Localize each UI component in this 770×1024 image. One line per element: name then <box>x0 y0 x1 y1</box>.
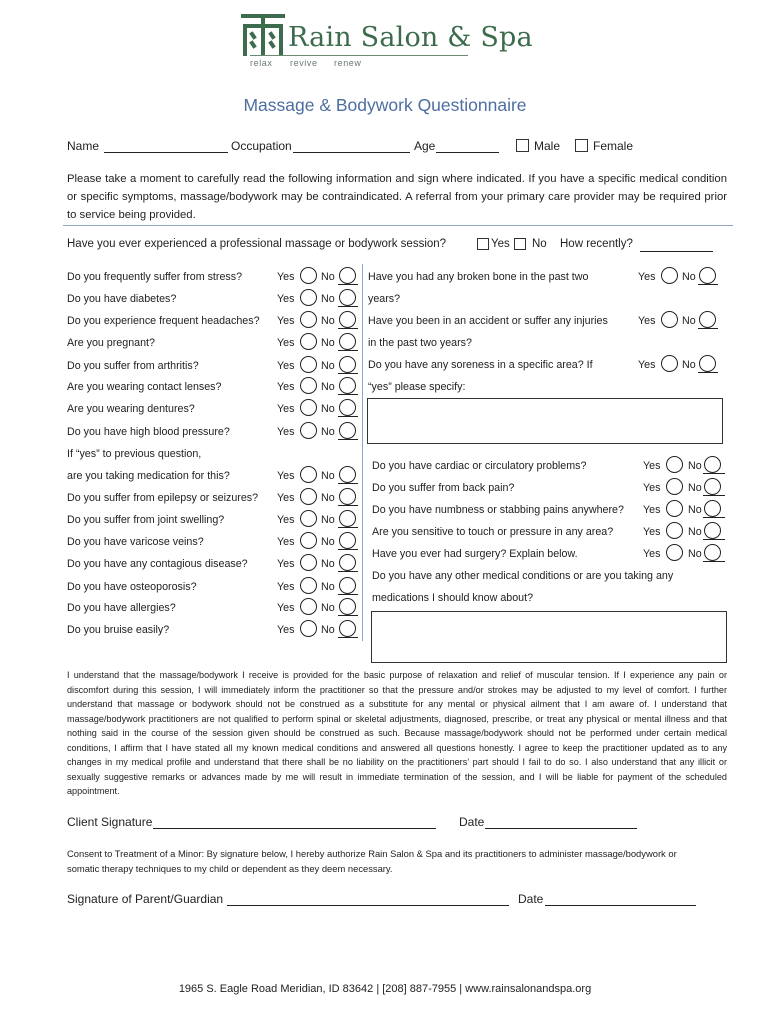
left-question-15-answer-line <box>338 615 358 616</box>
male-checkbox[interactable] <box>516 139 529 152</box>
left-question-13-answer-line <box>338 571 358 572</box>
logo-tag-revive: revive <box>290 58 318 68</box>
logo-name: Rain Salon & Spa <box>288 22 533 53</box>
left-question-7-no-label: No <box>321 426 335 438</box>
left-question-5-answer-line <box>338 394 358 395</box>
left-question-4-no-label: No <box>321 360 335 372</box>
left-question-16-answer-line <box>338 637 358 638</box>
left-question-11-yes-label: Yes <box>277 514 295 526</box>
right-bottom-question-3-no-circle[interactable] <box>704 522 721 539</box>
left-question-6-yes-circle[interactable] <box>300 399 317 416</box>
guardian-signature-label: Signature of Parent/Guardian <box>67 892 224 906</box>
right-bottom-question-4-yes-label: Yes <box>643 548 661 560</box>
age-label: Age <box>414 139 436 153</box>
left-question-14-yes-circle[interactable] <box>300 577 317 594</box>
right-bottom-question-1-yes-label: Yes <box>643 482 661 494</box>
right-bottom-question-4-answer-line <box>703 561 725 562</box>
left-question-13-no-circle[interactable] <box>339 554 356 571</box>
left-question-text: Do you frequently suffer from stress? <box>67 271 243 283</box>
right-bottom-question-4-no-circle[interactable] <box>704 544 721 561</box>
left-question-text: Do you have varicose veins? <box>67 536 204 548</box>
left-question-1-no-label: No <box>321 293 335 305</box>
left-question-text: Are you pregnant? <box>67 337 155 349</box>
left-question-2-yes-circle[interactable] <box>300 311 317 328</box>
left-question-3-yes-label: Yes <box>277 337 295 349</box>
other-conditions-box[interactable] <box>371 611 727 663</box>
left-question-11-answer-line <box>338 527 358 528</box>
left-question-3-answer-line <box>338 350 358 351</box>
previous-session-question: Have you ever experienced a professional massage or bodywork session? <box>67 238 447 250</box>
left-question-11-yes-circle[interactable] <box>300 510 317 527</box>
legal-agreement: I understand that the massage/bodywork I receive is provided for the basic purpose of relaxation and relief of muscular tension. If I experience any pain or discomfort during this session, I will immediately inform the practitioner so that the pressure and/or strokes may be adjusted to my level of comfort. I further understand that massage or bodywork should not be construed as a substitute for any mental or physical ailment that I am aware of. I understand that massage/bodywork practitioners are not qualified to perform spinal or skeletal adjustments, diagnosed, prescribe, or treat any physical or mental illness and that nothing said in the course of the session given should be construed as such. Because massage/bodywork should not be performed under certain medical conditions, I affirm that I have stated all my known medical conditions and answered all questions honestly. I agree to keep the practitioner updated as to any changes in my medical profile and understand that there shall be no liability on the practitioners’ part should I fail to do so. I also understand that any illicit or sexually suggestive remarks or advances made by me will result in immediate termination of the session, and I will be liable for payment of the scheduled appointment. <box>67 670 727 796</box>
left-question-1-answer-line <box>338 306 358 307</box>
right-bottom-question-0-answer-line <box>703 473 725 474</box>
left-question-1-yes-label: Yes <box>277 293 295 305</box>
left-question-4-no-circle[interactable] <box>339 356 356 373</box>
right-bottom-question-1-answer-line <box>703 495 725 496</box>
left-question-1-yes-circle[interactable] <box>300 289 317 306</box>
left-question-13-no-label: No <box>321 558 335 570</box>
rain-character-icon <box>240 12 286 56</box>
female-checkbox[interactable] <box>575 139 588 152</box>
right-top-question-1-no-label: No <box>682 315 696 327</box>
right-bottom-question-0-yes-label: Yes <box>643 460 661 472</box>
soreness-specify-box[interactable] <box>367 398 723 444</box>
left-question-6-no-circle[interactable] <box>339 399 356 416</box>
left-question-6-answer-line <box>338 416 358 417</box>
left-question-9-yes-label: Yes <box>277 470 295 482</box>
right-top-question-1-yes-label: Yes <box>638 315 656 327</box>
right-question-text: medications I should know about? <box>372 592 534 604</box>
left-question-15-no-label: No <box>321 602 335 614</box>
right-top-question-0-answer-line <box>698 284 718 285</box>
left-question-3-no-circle[interactable] <box>339 333 356 350</box>
right-bottom-question-1-yes-circle[interactable] <box>666 478 683 495</box>
left-question-11-no-circle[interactable] <box>339 510 356 527</box>
right-bottom-question-2-no-circle[interactable] <box>704 500 721 517</box>
right-question-text: Are you sensitive to touch or pressure in any area? <box>372 526 614 538</box>
guardian-date-label: Date <box>518 892 544 906</box>
right-top-question-1-yes-circle[interactable] <box>661 311 678 328</box>
left-question-4-answer-line <box>338 373 358 374</box>
right-bottom-question-2-yes-circle[interactable] <box>666 500 683 517</box>
right-bottom-question-4-no-label: No <box>688 548 702 560</box>
page-title: Massage & Bodywork Questionnaire <box>243 95 527 115</box>
left-question-9-answer-line <box>338 483 358 484</box>
left-question-10-yes-circle[interactable] <box>300 488 317 505</box>
left-question-text: are you taking medication for this? <box>67 470 230 482</box>
right-bottom-question-3-yes-label: Yes <box>643 526 661 538</box>
left-question-0-yes-circle[interactable] <box>300 267 317 284</box>
right-top-question-0-yes-label: Yes <box>638 271 656 283</box>
right-bottom-question-0-no-label: No <box>688 460 702 472</box>
right-bottom-question-1-no-circle[interactable] <box>704 478 721 495</box>
left-question-12-yes-circle[interactable] <box>300 532 317 549</box>
name-label: Name <box>67 139 100 153</box>
right-top-question-1-no-circle[interactable] <box>699 311 716 328</box>
right-top-question-0-no-circle[interactable] <box>699 267 716 284</box>
left-question-3-no-label: No <box>321 337 335 349</box>
left-question-7-answer-line <box>338 439 358 440</box>
left-question-5-no-label: No <box>321 381 335 393</box>
right-question-text: Do you have any other medical conditions or are you taking any <box>372 570 674 582</box>
left-question-7-yes-circle[interactable] <box>300 422 317 439</box>
logo-tag-relax: relax <box>250 58 273 68</box>
left-question-4-yes-circle[interactable] <box>300 356 317 373</box>
left-question-2-no-label: No <box>321 315 335 327</box>
occupation-label: Occupation <box>231 139 292 153</box>
left-question-6-yes-label: Yes <box>277 403 295 415</box>
right-question-text: Have you been in an accident or suffer any injuries <box>368 315 608 327</box>
left-question-text: Do you suffer from joint swelling? <box>67 514 225 526</box>
left-question-text: Do you bruise easily? <box>67 624 170 636</box>
left-question-14-no-label: No <box>321 581 335 593</box>
left-question-5-no-circle[interactable] <box>339 377 356 394</box>
right-bottom-question-0-no-circle[interactable] <box>704 456 721 473</box>
left-question-2-yes-label: Yes <box>277 315 295 327</box>
left-question-text: Do you have any contagious disease? <box>67 558 248 570</box>
left-question-10-yes-label: Yes <box>277 492 295 504</box>
left-question-3-yes-circle[interactable] <box>300 333 317 350</box>
right-top-question-0-yes-circle[interactable] <box>661 267 678 284</box>
intro-paragraph: Please take a moment to carefully read the following information and sign where indicated. If you have a specific medical condition or specific symptoms, massage/bodywork may be contraindicated. A referral from your primary care provider may be required prior to service being provided. <box>67 173 727 221</box>
guardian-date-field[interactable] <box>545 905 696 906</box>
age-field[interactable] <box>436 152 499 153</box>
guardian-signature-field[interactable] <box>227 905 509 906</box>
left-question-5-yes-label: Yes <box>277 381 295 393</box>
left-question-7-yes-label: Yes <box>277 426 295 438</box>
left-question-text: Are you wearing contact lenses? <box>67 381 222 393</box>
how-recently-field[interactable] <box>640 251 713 252</box>
left-question-12-no-label: No <box>321 536 335 548</box>
right-question-text: in the past two years? <box>368 337 472 349</box>
left-question-16-no-circle[interactable] <box>339 620 356 637</box>
right-question-text: Do you have any soreness in a specific area? If <box>368 359 593 371</box>
left-question-6-no-label: No <box>321 403 335 415</box>
right-bottom-question-2-yes-label: Yes <box>643 504 661 516</box>
left-question-text: Are you wearing dentures? <box>67 403 195 415</box>
right-bottom-question-4-yes-circle[interactable] <box>666 544 683 561</box>
left-question-5-yes-circle[interactable] <box>300 377 317 394</box>
left-question-text: Do you have diabetes? <box>67 293 177 305</box>
left-question-12-answer-line <box>338 549 358 550</box>
right-question-text: “yes” please specify: <box>368 381 466 393</box>
left-question-16-yes-circle[interactable] <box>300 620 317 637</box>
left-question-text: If “yes” to previous question, <box>67 448 202 460</box>
right-bottom-question-3-yes-circle[interactable] <box>666 522 683 539</box>
footer-address: 1965 S. Eagle Road Meridian, ID 83642 | [208] 887-7955 | www.rainsalonandspa.org <box>178 983 592 995</box>
left-question-15-yes-label: Yes <box>277 602 295 614</box>
left-question-text: Do you have osteoporosis? <box>67 581 197 593</box>
right-top-question-2-no-circle[interactable] <box>699 355 716 372</box>
section-divider <box>63 225 733 226</box>
right-question-text: Have you had any broken bone in the past two <box>368 271 589 283</box>
right-bottom-question-2-answer-line <box>703 517 725 518</box>
column-divider <box>362 264 363 641</box>
male-label: Male <box>534 139 561 153</box>
previous-session-no-checkbox[interactable] <box>514 238 526 250</box>
right-top-question-1-answer-line <box>698 328 718 329</box>
how-recently-label: How recently? <box>560 238 633 250</box>
left-question-13-yes-circle[interactable] <box>300 554 317 571</box>
left-question-9-yes-circle[interactable] <box>300 466 317 483</box>
left-question-text: Do you suffer from arthritis? <box>67 360 199 372</box>
right-top-question-2-answer-line <box>698 372 718 373</box>
right-bottom-question-2-no-label: No <box>688 504 702 516</box>
logo-divider <box>250 55 468 56</box>
left-question-14-answer-line <box>338 594 358 595</box>
client-date-label: Date <box>459 815 485 829</box>
left-question-text: Do you have high blood pressure? <box>67 426 230 438</box>
left-question-15-no-circle[interactable] <box>339 598 356 615</box>
left-question-14-yes-label: Yes <box>277 581 295 593</box>
client-signature-label: Client Signature <box>67 815 153 829</box>
left-question-12-no-circle[interactable] <box>339 532 356 549</box>
left-question-13-yes-label: Yes <box>277 558 295 570</box>
left-question-10-no-circle[interactable] <box>339 488 356 505</box>
right-bottom-question-3-answer-line <box>703 539 725 540</box>
left-question-10-no-label: No <box>321 492 335 504</box>
left-question-14-no-circle[interactable] <box>339 577 356 594</box>
left-question-0-answer-line <box>338 284 358 285</box>
left-question-4-yes-label: Yes <box>277 360 295 372</box>
right-bottom-question-1-no-label: No <box>688 482 702 494</box>
left-question-12-yes-label: Yes <box>277 536 295 548</box>
left-question-0-no-label: No <box>321 271 335 283</box>
right-question-text: Do you have numbness or stabbing pains anywhere? <box>372 504 624 516</box>
left-question-11-no-label: No <box>321 514 335 526</box>
previous-session-no-label: No <box>532 238 547 250</box>
right-question-text: Have you ever had surgery? Explain below. <box>372 548 578 560</box>
previous-session-yes-checkbox[interactable] <box>477 238 489 250</box>
left-question-16-yes-label: Yes <box>277 624 295 636</box>
left-question-2-no-circle[interactable] <box>339 311 356 328</box>
left-question-16-no-label: No <box>321 624 335 636</box>
left-question-9-no-circle[interactable] <box>339 466 356 483</box>
right-question-text: years? <box>368 293 401 305</box>
left-question-text: Do you have allergies? <box>67 602 176 614</box>
left-question-10-answer-line <box>338 505 358 506</box>
right-question-text: Do you suffer from back pain? <box>372 482 515 494</box>
left-question-15-yes-circle[interactable] <box>300 598 317 615</box>
left-question-1-no-circle[interactable] <box>339 289 356 306</box>
logo-tag-renew: renew <box>334 58 362 68</box>
left-question-0-yes-label: Yes <box>277 271 295 283</box>
left-question-text: Do you suffer from epilepsy or seizures? <box>67 492 259 504</box>
minor-consent-text: Consent to Treatment of a Minor: By signature below, I hereby authorize Rain Salon & Spa and its practitioners to administer massage/bodywork or somatic therapy techniques to my child or dependent as they deem necessary. <box>67 848 677 874</box>
occupation-field[interactable] <box>293 152 410 153</box>
right-bottom-question-0-yes-circle[interactable] <box>666 456 683 473</box>
right-top-question-2-no-label: No <box>682 359 696 371</box>
name-field[interactable] <box>104 152 228 153</box>
left-question-2-answer-line <box>338 328 358 329</box>
previous-session-yes-label: Yes <box>491 238 510 250</box>
female-label: Female <box>593 139 634 153</box>
left-question-7-no-circle[interactable] <box>339 422 356 439</box>
client-signature-field[interactable] <box>153 828 436 829</box>
right-top-question-2-yes-circle[interactable] <box>661 355 678 372</box>
left-question-9-no-label: No <box>321 470 335 482</box>
left-question-text: Do you experience frequent headaches? <box>67 315 260 327</box>
right-question-text: Do you have cardiac or circulatory problems? <box>372 460 587 472</box>
right-bottom-question-3-no-label: No <box>688 526 702 538</box>
client-date-field[interactable] <box>485 828 637 829</box>
right-top-question-2-yes-label: Yes <box>638 359 656 371</box>
left-question-0-no-circle[interactable] <box>339 267 356 284</box>
right-top-question-0-no-label: No <box>682 271 696 283</box>
